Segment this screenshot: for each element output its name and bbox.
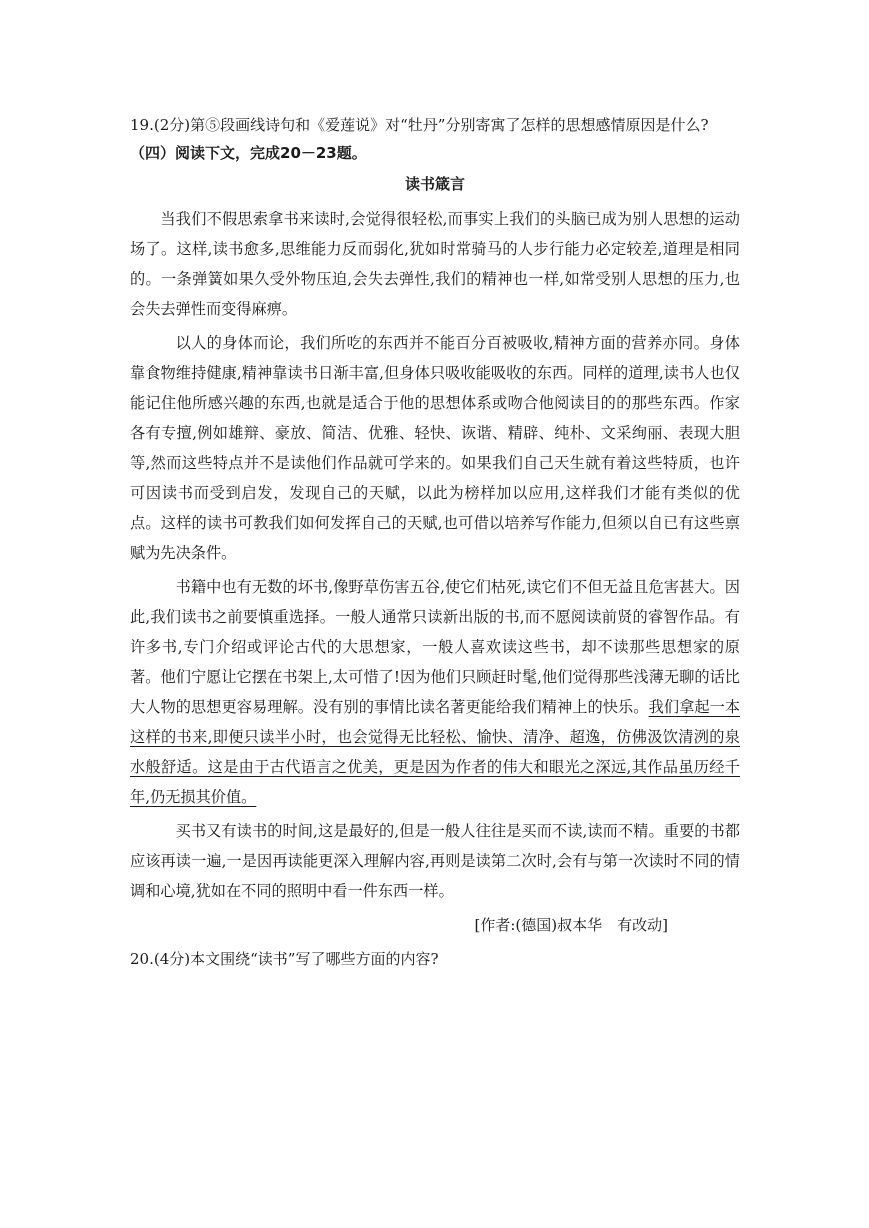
article-paragraph-3 [130,572,740,812]
article-paragraph-4: 买书又有读书的时间,这是最好的,但是一般人往往是买而不读,读而不精。重要的书都应该再读一遍,一是因再读能更深入理解内容,再则是读第二次时,会有与第一次读时不同的情调和心境,犹如在不同的照明中看一件东西一样。 [130,822,740,900]
article-paragraph-1: 当我们不假思索拿书来读时,会觉得很轻松,而事实上我们的头脑已成为别人思想的运动场了。这样,读书愈多,思维能力反而弱化,犹如时常骑马的人步行能力必定较差,道理是相同的。一条弹簧如果久受外物压迫,会失去弹性,我们的精神也一样,如常受别人思想的压力,也会失去弹性而变得麻痹。 [130,210,740,318]
question-19: 19.(2分)第⑤段画线诗句和《爱莲说》对“牡丹”分别寄寓了怎样的思想感情原因是什么? [130,116,709,134]
article-title: 读书箴言 [404,175,465,193]
question-20: 20.(4分)本文围绕“读书”写了哪些方面的内容? [130,950,439,968]
article-paragraph-2: 以人的身体而论，我们所吃的东西并不能百分百被吸收,精神方面的营养亦同。身体靠食物维持健康,精神靠读书日渐丰富,但身体只吸收能吸收的东西。同样的道理,读书人也仅能记住他所感兴趣的东西,也就是适合于他的思想体系或吻合他阅读目的的那些东西。作家各有专擅,例如雄辩、豪放、简洁、优雅、轻快、诙谐、精辟、纯朴、文采绚丽、表现大胆等,然而这些特点并不是读他们作品就可学来的。如果我们自己天生就有着这些特质，也许可因读书而受到启发，发现自己的天赋，以此为榜样加以应用,这样我们才能有类似的优点。这样的读书可教我们如何发挥自己的天赋,也可借以培养写作能力,但须以自已有这些禀赋为先决条件。 [130,334,740,562]
author-attribution: [作者:(德国)叔本华 有改动] [474,916,668,934]
paragraph-3-text: 书籍中也有无数的坏书,像野草伤害五谷,使它们枯死,读它们不但无益且危害甚大。因此,我们读书之前要慎重选择。一般人通常只读新出版的书,而不愿阅读前贤的睿智作品。有许多书,专门介绍或评论古代的大思想家，一般人喜欢读这些书，却不读那些思想家的原著。他们宁愿让它摆在书架上,太可惜了!因为他们只顾赶时髦,他们觉得那些浅薄无聊的话比大人物的思想更容易理解。没有别的事情比读名著更能给我们精神上的快乐。 [130,578,740,716]
section-heading: （四）阅读下文，完成20－23题。 [130,144,367,162]
exam-page [130,110,740,974]
underlined-passage: 我们拿起一本这样的书来,即便只读半小时，也会觉得无比轻松、愉快、清净、超逸，仿佛汲饮清洌的泉水般舒适。这是由于古代语言之优美，更是因为作者的伟大和眼光之深远,其作品虽历经千年,仍无损其价值。 [130,698,741,806]
